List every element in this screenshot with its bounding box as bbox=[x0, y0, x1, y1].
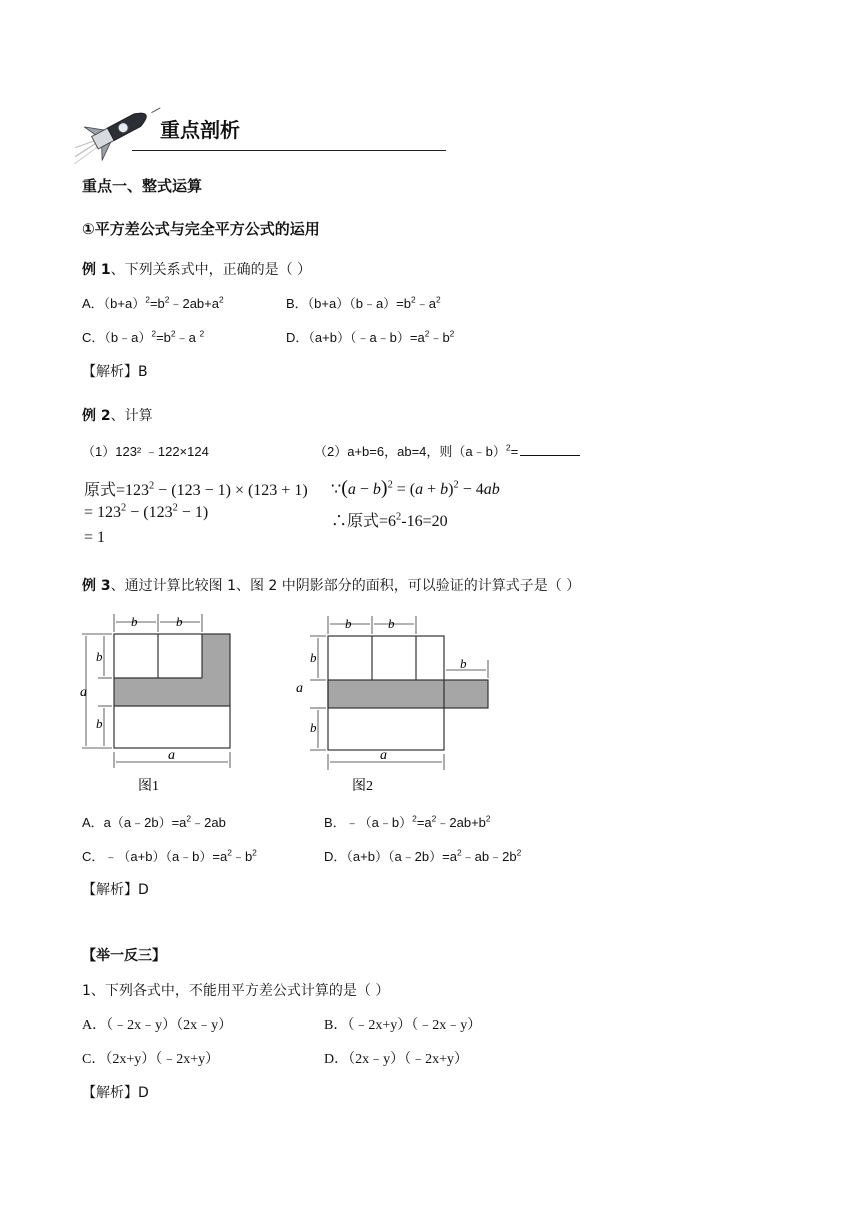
example3-option-d: D．$(a+b)(a﹣2b)=a^2﹣ab﹣2b^2$ bbox=[324, 847, 522, 864]
fig1-top-b2-label: b bbox=[176, 614, 183, 629]
fig1-top-b1-label: b bbox=[131, 614, 138, 629]
example1-question bbox=[82, 259, 311, 279]
work-left-line2: = $123^2 - (123^2 - 1)$ bbox=[84, 502, 209, 521]
fig2-bottom-a-label: a bbox=[380, 748, 387, 763]
practice-q1-question: 1、下列各式中，不能用平方差公式计算的是（ ） bbox=[82, 983, 390, 999]
section-title: 重点剖析 bbox=[160, 118, 240, 142]
fig1-shaded-region bbox=[114, 634, 230, 706]
example3-question bbox=[82, 575, 580, 595]
example3-option-b: B．$﹣(a﹣b)^2=a^2﹣2ab+b^2$ bbox=[324, 813, 491, 830]
question-text: 、通过计算比较图 1、图 2 中阴影部分的面积，可以验证的计算式子是（ ） bbox=[110, 578, 581, 594]
subtopic-heading: ①平方差公式与完全平方公式的运用 bbox=[82, 220, 320, 238]
fig2-shaded-region bbox=[328, 680, 488, 708]
fig2-right-b-label: b bbox=[460, 656, 467, 671]
answer-blank bbox=[520, 443, 580, 456]
fig2-top-b1-label: b bbox=[345, 616, 352, 631]
example2-part2: （2）a+b=6，ab=4，则（a﹣b）$^2$= bbox=[314, 441, 580, 460]
example2-part1: （1）123² ﹣122×124 bbox=[82, 444, 209, 459]
example1-option-d: D．$(a+b)(﹣a﹣b)=a^2﹣b^2$ bbox=[286, 328, 455, 345]
fig1-caption: 图1 bbox=[138, 779, 159, 794]
question-text: 、计算 bbox=[110, 408, 153, 424]
practice-q1-solution: 【解析】D bbox=[82, 1085, 149, 1101]
practice-q1-option-a: A．（﹣2x﹣y）（2x﹣y） bbox=[82, 1018, 233, 1033]
fig2-left-b2-label: b bbox=[310, 720, 317, 735]
fig2-top-b2-label: b bbox=[388, 616, 395, 631]
fig1-left-a-label: a bbox=[80, 685, 87, 700]
fig1-left-b1-label: b bbox=[96, 649, 103, 664]
figure-1 bbox=[76, 606, 246, 796]
practice-q1-option-c: C．（2x+y）（﹣2x+y） bbox=[82, 1052, 220, 1067]
practice-title: 【举一反三】 bbox=[82, 948, 166, 964]
example-label: 例 2 bbox=[82, 408, 111, 424]
fig1-left-b2-label: b bbox=[96, 716, 103, 731]
heading-underline bbox=[132, 150, 446, 151]
practice-q1-option-b: B．（﹣2x+y）（﹣2x﹣y） bbox=[324, 1018, 482, 1033]
work-left-line1: 原式$=123^2 - (123 - 1) \times (123 + 1)$ bbox=[84, 480, 308, 499]
example-label: 例 1 bbox=[82, 262, 111, 278]
figure-2 bbox=[290, 612, 500, 798]
example1-option-c: C．$(b﹣a)^2=b^2﹣a$ $^2$ bbox=[82, 328, 205, 345]
example1-solution: 【解析】B bbox=[82, 364, 148, 380]
fig2-left-b1-label: b bbox=[310, 650, 317, 665]
key-point-heading: 重点一、整式运算 bbox=[82, 177, 203, 195]
example3-solution: 【解析】D bbox=[82, 882, 149, 898]
fig2-left-a-label: a bbox=[296, 681, 303, 696]
example1-option-a: A．$(b+a)^2=b^2﹣2ab+a^2$ bbox=[82, 294, 224, 311]
fig2-caption: 图2 bbox=[352, 779, 373, 794]
example2-question bbox=[82, 405, 153, 425]
example-label: 例 3 bbox=[82, 578, 111, 594]
work-right-line2: ∴原式$=6^2-16=20$ bbox=[331, 511, 448, 530]
rocket-icon bbox=[62, 96, 172, 166]
example3-option-a: A．$a(a﹣2b)=a^2﹣2ab$ bbox=[82, 813, 226, 830]
question-text: 、下列关系式中，正确的是（ ） bbox=[110, 262, 312, 278]
example3-option-c: C．$﹣(a+b)(a﹣b)=a^2﹣b^2$ bbox=[82, 847, 257, 864]
work-left-line3: = 1 bbox=[84, 529, 106, 546]
fig1-bottom-a-label: a bbox=[168, 748, 175, 763]
practice-q1-option-d: D．（2x﹣y）（﹣2x+y） bbox=[324, 1052, 469, 1067]
example1-option-b: B．$(b+a)(b﹣a)=b^2﹣a^2$ bbox=[286, 294, 441, 311]
work-right-line1: ∵(a − $b)^2 = (a + b)^2 - 4ab$ bbox=[331, 477, 500, 499]
